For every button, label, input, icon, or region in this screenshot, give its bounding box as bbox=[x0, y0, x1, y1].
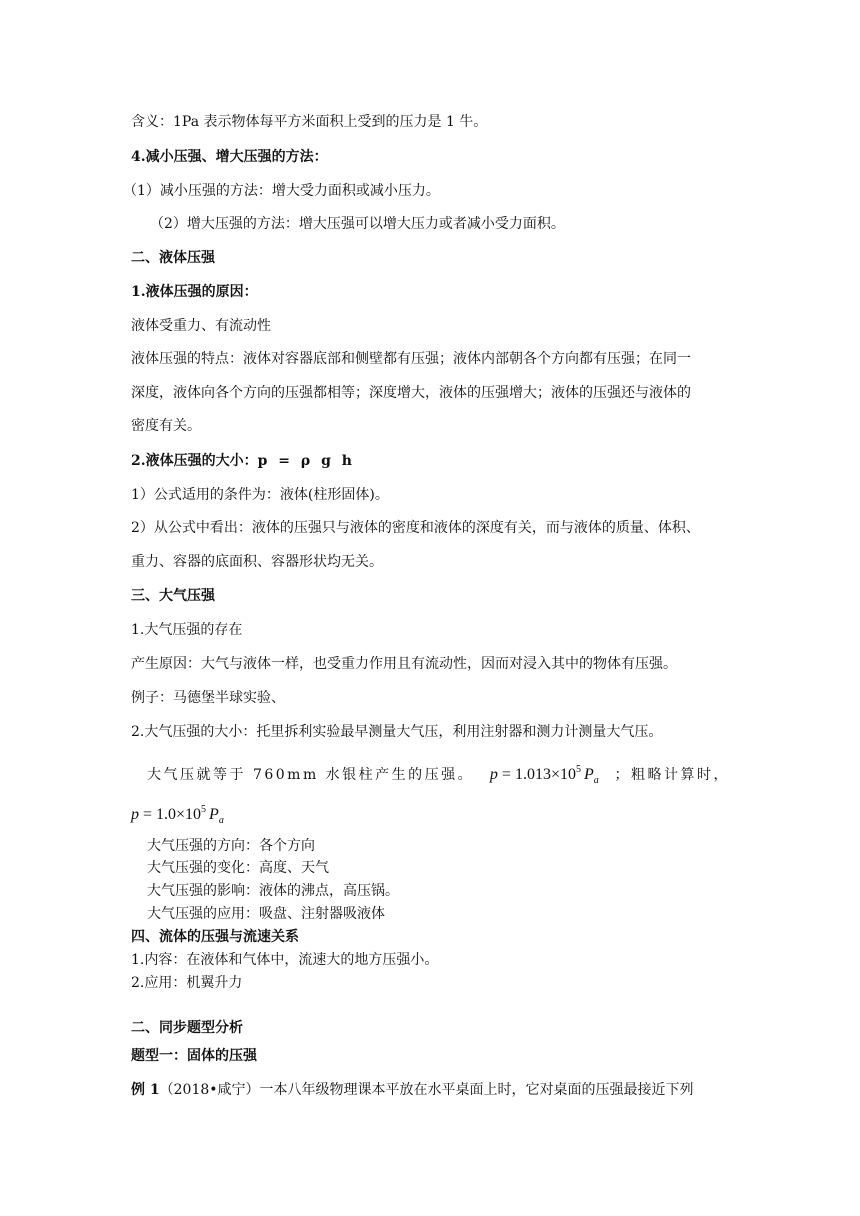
text-line: 2.应用：机翼升力 bbox=[131, 975, 243, 991]
section-heading: 1.液体压强的原因： bbox=[131, 284, 258, 300]
text-line: 大气压强的变化：高度、天气 bbox=[147, 860, 329, 876]
text-span: 大气压就等于 760mm 水银柱产生的压强。 bbox=[147, 767, 475, 783]
formula-unit: P bbox=[209, 806, 219, 823]
text-line: 密度有关。 bbox=[131, 418, 201, 434]
text-line: 液体受重力、有流动性 bbox=[131, 318, 271, 334]
formula-line bbox=[131, 800, 224, 831]
section-heading: 四、流体的压强与流速关系 bbox=[131, 929, 299, 945]
example-label: 例 1 bbox=[131, 1082, 160, 1098]
text-line: 例子：马德堡半球实验、 bbox=[131, 690, 285, 706]
formula-value: = 1.013×10 bbox=[497, 766, 576, 783]
text-line: 液体压强的特点：液体对容器底部和侧壁都有压强；液体内部朝各个方向都有压强；在同一 bbox=[131, 351, 691, 367]
text-line: 重力、容器的底面积、容器形状均无关。 bbox=[131, 554, 383, 570]
text-line: 大气压强的影响：液体的沸点，高压锅。 bbox=[147, 883, 399, 899]
text-line: 1.大气压强的存在 bbox=[131, 622, 243, 638]
example-text: （2018•咸宁）一本八年级物理课本平放在水平桌面上时，它对桌面的压强最接近下列 bbox=[159, 1082, 694, 1098]
formula-symbol: p bbox=[131, 806, 139, 823]
text-line: 产生原因：大气与液体一样，也受重力作用且有流动性，因而对浸入其中的物体有压强。 bbox=[131, 656, 677, 672]
section-heading: 题型一：固体的压强 bbox=[131, 1048, 257, 1064]
section-heading: 4.减小压强、增大压强的方法： bbox=[131, 149, 328, 165]
formula-symbol: p bbox=[489, 766, 498, 783]
text-line: （1）减小压强的方法：增大受力面积或减小压力。 bbox=[123, 183, 440, 199]
text-line: 含义：1Pa 表示物体每平方米面积上受到的压力是 1 牛。 bbox=[131, 114, 488, 130]
section-heading: 三、大气压强 bbox=[131, 588, 215, 604]
section-heading: 二、同步题型分析 bbox=[131, 1020, 243, 1036]
section-heading: 二、液体压强 bbox=[131, 250, 215, 266]
text-line: （2）增大压强的方法：增大压强可以增大压力或者减小受力面积。 bbox=[150, 216, 565, 232]
formula-unit-subscript: a bbox=[593, 775, 599, 786]
text-line: 大气压强的方向：各个方向 bbox=[147, 838, 315, 854]
text-line: 2.大气压强的大小：托里拆利实验最早测量大气压，利用注射器和测力计测量大气压。 bbox=[131, 724, 663, 740]
text-line: 深度，液体向各个方向的压强都相等；深度增大，液体的压强增大；液体的压强还与液体的 bbox=[131, 385, 691, 401]
formula-exponent: 5 bbox=[201, 804, 207, 815]
section-heading: 2.液体压强的大小：p = ρ g h bbox=[131, 453, 352, 469]
formula-exponent: 5 bbox=[575, 764, 581, 775]
text-line: 2）从公式中看出：液体的压强只与液体的密度和液体的深度有关，而与液体的质量、体积、 bbox=[131, 520, 700, 536]
formula-unit-subscript: a bbox=[218, 815, 224, 826]
formula-pressure-rough bbox=[131, 804, 224, 826]
text-span: ；粗略计算时， bbox=[614, 767, 730, 783]
formula-value: = 1.0×10 bbox=[139, 806, 202, 823]
text-line: 1.内容：在液体和气体中，流速大的地方压强小。 bbox=[131, 952, 439, 968]
formula-pressure-standard bbox=[490, 760, 599, 791]
text-line-with-formula bbox=[147, 760, 730, 791]
formula-unit: P bbox=[583, 766, 594, 783]
text-line: 1）公式适用的条件为：液体(柱形固体)。 bbox=[131, 487, 389, 503]
text-line: 大气压强的应用：吸盘、注射器吸液体 bbox=[147, 906, 385, 922]
example-line bbox=[131, 1080, 694, 1100]
